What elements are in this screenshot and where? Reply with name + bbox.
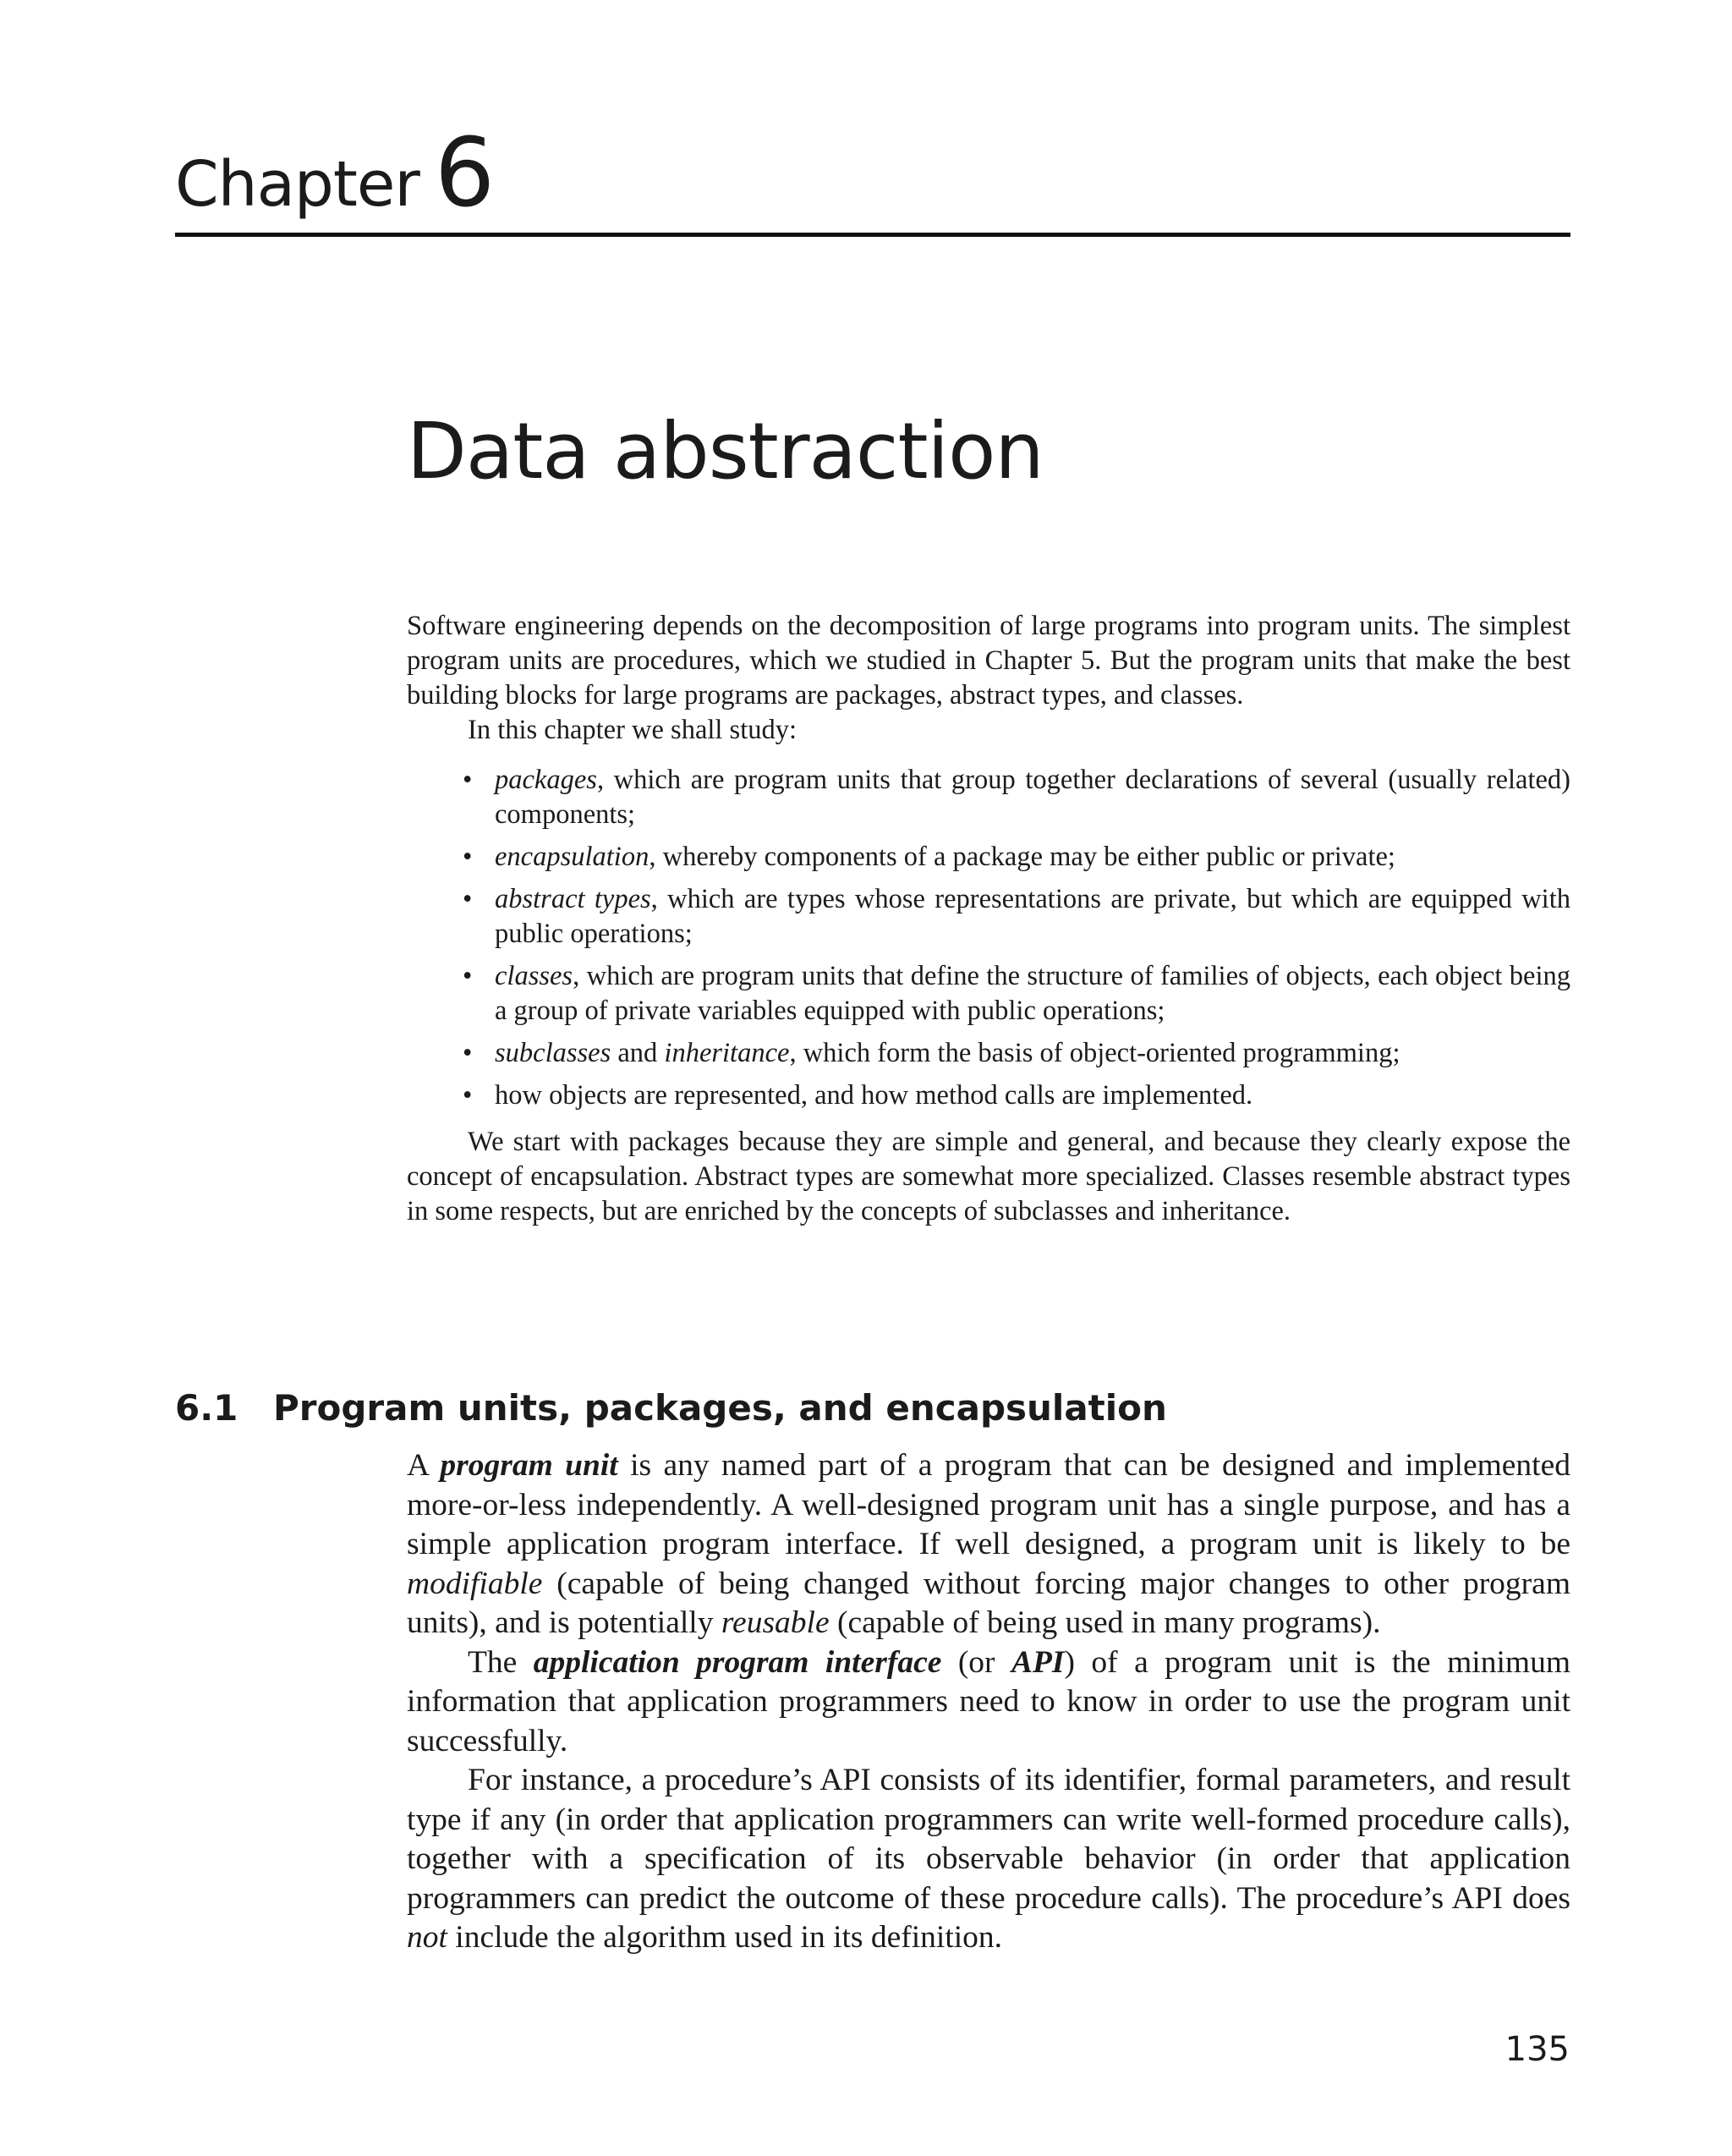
intro-paragraph-2: In this chapter we shall study: <box>468 715 797 745</box>
bullet-icon: • <box>463 765 473 795</box>
bullet-icon: • <box>463 961 473 991</box>
list-item: • classes, which are program units that define the structure of families of objects, each object being a group of private variables equipped with public operations; <box>463 961 1570 1026</box>
body-paragraph-1: A program unit is any named part of a program that can be designed and implemented more-or-less independently. A well-designed program unit has a single purpose, and has a simple application program interface. If well designed, a program unit is likely to be modifiable (capable of being changed without forcing major changes to other program units), and is potentially reusable (capable of being used in many programs). <box>407 1448 1570 1640</box>
body-paragraph-3: For instance, a procedure’s API consists of its identifier, formal parameters, and result type if any (in order that application programmers can write well-formed procedure calls), together with a specification of its observable behavior (in order that application programmers can predict the outcome of these procedure calls). The procedure’s API does not include the algorithm used in its definition. <box>407 1763 1570 1955</box>
page-number: 135 <box>1505 2030 1570 2069</box>
list-item: • how objects are represented, and how method calls are implemented. <box>407 1078 1570 1113</box>
list-item: • packages, which are program units that group together declarations of several (usually related) components; <box>463 765 1570 830</box>
bullet-icon: • <box>463 1080 473 1111</box>
chapter-label: Chapter <box>175 148 419 221</box>
bullet-icon: • <box>463 1038 473 1068</box>
chapter-number: 6 <box>434 118 496 228</box>
chapter-title: Data abstraction <box>407 406 1044 496</box>
section-title: Program units, packages, and encapsulation <box>273 1387 1167 1429</box>
body-paragraph-2: The application program interface (or API) of a program unit is the minimum information that application programmers need to know in order to use the program unit successfully. <box>407 1644 1570 1758</box>
section-number: 6.1 <box>175 1387 238 1429</box>
list-item: • encapsulation, whereby components of a package may be either public or private; <box>407 840 1570 875</box>
bullet-icon: • <box>463 884 473 914</box>
topic-list <box>407 763 1570 1113</box>
intro-section <box>407 609 1570 1229</box>
bullet-icon: • <box>463 842 473 872</box>
chapter-rule <box>175 233 1570 237</box>
intro-paragraph-3: We start with packages because they are simple and general, and because they clearly expose the concept of encapsulation. Abstract types are somewhat more specialized. Classes resemble abstract types in some respects, but are enriched by the concepts of subclasses and inheritance. <box>407 1127 1570 1226</box>
section-body <box>407 1446 1570 1958</box>
section-heading <box>175 1387 1167 1429</box>
list-item: • subclasses and inheritance, which form the basis of object-oriented programming; <box>407 1036 1570 1071</box>
intro-paragraph-1: Software engineering depends on the decomposition of large programs into program units. The simplest program units are procedures, which we studied in Chapter 5. But the program units that make the best building blocks for large programs are packages, abstract types, and classes. <box>407 611 1570 710</box>
list-item: • abstract types, which are types whose representations are private, but which are equipped with public operations; <box>463 884 1570 949</box>
chapter-heading <box>175 118 495 228</box>
